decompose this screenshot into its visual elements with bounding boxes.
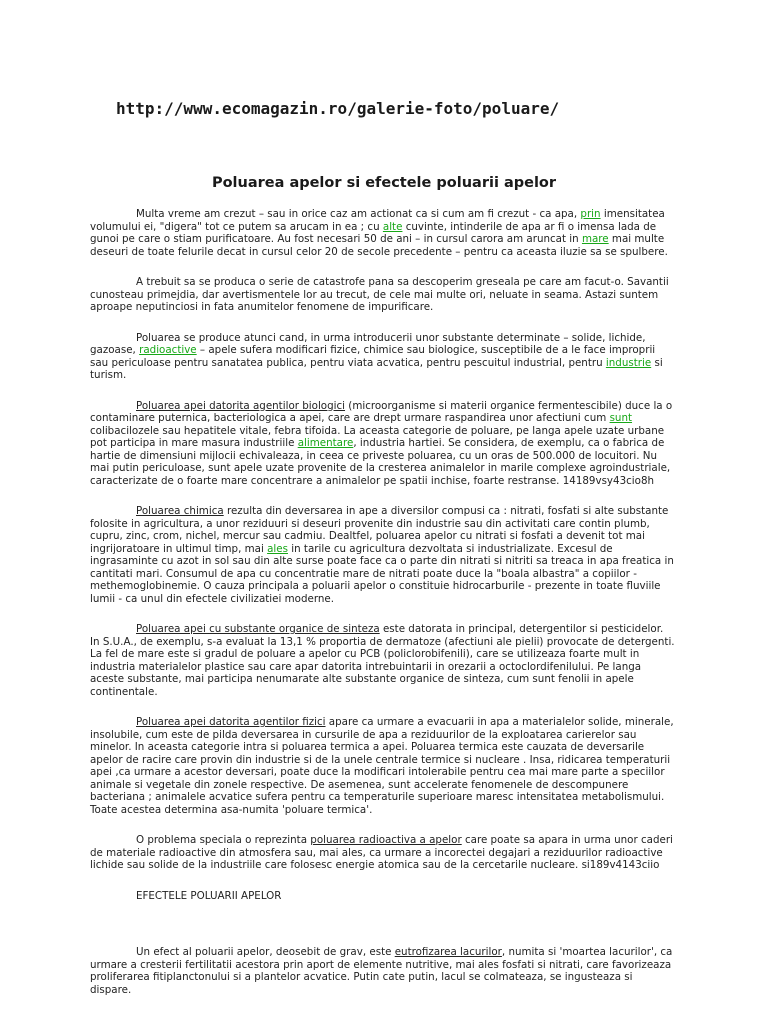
paragraph-eutrophication	[90, 946, 676, 996]
link-sunt[interactable]: sunt	[609, 412, 633, 424]
paragraph-text: Poluarea se produce atunci cand, in urma introducerii unor substante determinate – solide, lichide, gazoase,	[90, 331, 646, 356]
paragraph-text: O problema speciala o reprezinta	[136, 834, 311, 846]
underlined-term: Poluarea apei datorita agentilor fizici	[136, 716, 326, 728]
paragraph-text: este datorata in principal, detergentilor si pesticidelor. In S.U.A., de exemplu, s-a evaluat la 13,1 % proportia de dermatoze (afectiuni ale pielii) provocate de detergenti. La fel de mare este si gradul de poluare a apelor cu PCB (policlorobifenili), care se utilizeaza foarte mult in industria materialelor plastice sau care apar datorita intrebuintarii in orezarii a octoclordifenilului. Pe langa aceste substante, mai participa nenumarate alte substante organice de sinteza, cum sunt fenolii in apele continentale.	[90, 623, 675, 698]
paragraph-physical	[90, 716, 676, 816]
source-url: http://www.ecomagazin.ro/galerie-foto/poluare/	[116, 99, 560, 118]
paragraph-text: Multa vreme am crezut – sau in orice caz am actionat ca si cum am fi crezut - ca apa,	[136, 208, 581, 220]
link-radioactive[interactable]: radioactive	[139, 344, 197, 356]
underlined-term: Poluarea apei datorita agentilor biologici	[136, 399, 346, 412]
paragraph-intro	[90, 208, 676, 258]
paragraph-text: si turism.	[90, 356, 663, 381]
paragraph-text: Un efect al poluarii apelor, deosebit de grav, este	[136, 946, 395, 958]
paragraph-text: imensitatea volumului ei, "digera" tot ce putem sa arucam in ea ; cu	[90, 208, 665, 233]
paragraph-catastrophes: A trebuit sa se produca o serie de catastrofe pana sa descoperim greseala pe care am facut-o. Savantii cunosteau primejdia, dar avertismentele lor au trecut, de cele mai multe ori, neluate in seama. Astazi suntem aproape neputinciosi in fata anumitelor fenomene de impurificare.	[90, 276, 669, 313]
paragraph-text: apare ca urmare a evacuarii in apa a materialelor solide, minerale, insolubile, cum este de pilda deversarea in cursurile de apa a reziduurilor de la exploatarea carierelor sau minelor. In aceasta categorie intra si poluarea termica a apei. Poluarea termica este cauzata de deversarile apelor de racire care provin din industrie si de la unele centrale termice si nucleare . Insa, ridicarea temperaturii apei ,ca urmare a acestor deversari, poate duce la modificari intolerabile pentru cea mai mare parte a speciilor animale si vegetale din zonele respective. De asemenea, sunt accelerate fenomenele de descompunere bacteriana ; animalele acvatice sufera pentru ca temperaturile superioare maresc intensitatea metabolismului. Toate acestea determina asa-numita 'poluare termica'.	[90, 716, 674, 816]
paragraph-radioactive	[90, 834, 676, 872]
link-mare[interactable]: mare	[581, 233, 609, 245]
paragraph-definition	[90, 332, 676, 382]
paragraph-text: , industria hartiei. Se considera, de exemplu, ca o fabrica de hartie de dimensiuni mijlocii echivaleaza, in ceea ce priveste poluarea, cu un oras de 500.000 de locuitori. Nu mai putin periculoase, sunt apele uzate provenite de la cresterea animalelor in marile complexe agroindustriale, caracterizate de o foarte mare concentrare a animalelor pe spatii inchise, foarte restranse. 14189vsy43cio8h	[90, 437, 671, 487]
link-prin[interactable]: prin	[580, 208, 601, 220]
paragraph-text: mai multe deseuri de toate felurile decat in cursul celor 20 de secole precedente – pentru ca aceasta iluzie sa se spulbere.	[90, 233, 668, 258]
paragraph-text: , numita si 'moartea lacurilor', ca urmare a cresterii fertilitatii acestora prin aport de elemente nutritive, mai ales fosfati si nitrati, care favorizeaza proliferarea fitiplanctonului si a plantelor acvatice. Putin cate putin, lacul se colmateaza, se ingusteaza si dispare.	[90, 946, 673, 996]
link-ales[interactable]: ales	[267, 542, 288, 555]
paragraph-synthetic	[90, 623, 676, 698]
link-alte[interactable]: alte	[382, 220, 403, 233]
underlined-term: Poluarea chimica	[136, 505, 224, 517]
article-title: Poluarea apelor si efectele poluarii apelor	[211, 175, 557, 191]
underlined-term: Poluarea apei cu substante organice de sinteza	[136, 623, 380, 635]
underlined-term: eutrofizarea lacurilor	[394, 946, 502, 958]
paragraph-text: cuvinte, intinderile de apa ar fi o imensa lada de gunoi pe care o stiam purificatoare. Au fost necesari 50 de ani – in cursul carora am aruncat in	[90, 220, 657, 245]
paragraph-text: (microorganisme si materii organice fermentescibile) duce la o contaminare puternica, bacteriologica a apei, care are drept urmare raspandirea unor afectiuni cum	[90, 399, 673, 424]
paragraph-biological	[90, 400, 676, 488]
paragraph-text: in tarile cu agricultura dezvoltata si industrializate. Excesul de ingrasaminte cu azot in sol sau din alte surse poate face ca o parte din nitrati si nitriti sa treaca in apa freatica in cantitati mari. Consumul de apa cu concentratie mare de nitrati poate duce la "boala albastra" a copiilor - methemoglobinemie. O cauza principala a poluarii apelor o constituie hidrocarburile - prezente in toate fluviile lumii - ca unul din efectele civilizatiei moderne.	[90, 542, 674, 605]
paragraph-text: rezulta din deversarea in ape a diversilor compusi ca : nitrati, fosfati si alte substante folosite in agricultura, a unor reziduuri si deseuri provenite din industrie sau din activitati care contin plumb, cupru, zinc, crom, nichel, mercur sau cadmiu. Dealtfel, poluarea apelor cu nitrati si fosfati a devenit tot mai ingrijoratoare in ultimul timp, mai	[90, 505, 669, 555]
paragraph-chemical	[90, 505, 676, 605]
paragraph-text: colibacilozele sau hepatitele vitale, febra tifoida. La aceasta categorie de poluare, pe langa apele uzate urbane pot participa in mare masura industriile	[90, 424, 665, 449]
underlined-term: poluarea radioactiva a apelor	[310, 834, 462, 846]
link-alimentare[interactable]: alimentare	[297, 437, 354, 449]
paragraph-text: – apele sufera modificari fizice, chimice sau biologice, susceptibile de a le face improprii sau periculoase pentru sanatatea publica, pentru viata acvatica, pentru pescuitul industrial, pentru	[90, 344, 656, 369]
link-industrie[interactable]: industrie	[605, 356, 652, 369]
paragraph-text: care poate sa apara in urma unor caderi de materiale radioactive din atmosfera sau, mai ales, ca urmare a incorectei degajari a reziduurilor radioactive lichide sau solide de la industriile care folosesc energie atomica sau de la cercetarile nucleare. si189v4143ciio	[90, 834, 673, 871]
article-body	[90, 208, 676, 1014]
section-heading: EFECTELE POLUARII APELOR	[136, 889, 282, 902]
